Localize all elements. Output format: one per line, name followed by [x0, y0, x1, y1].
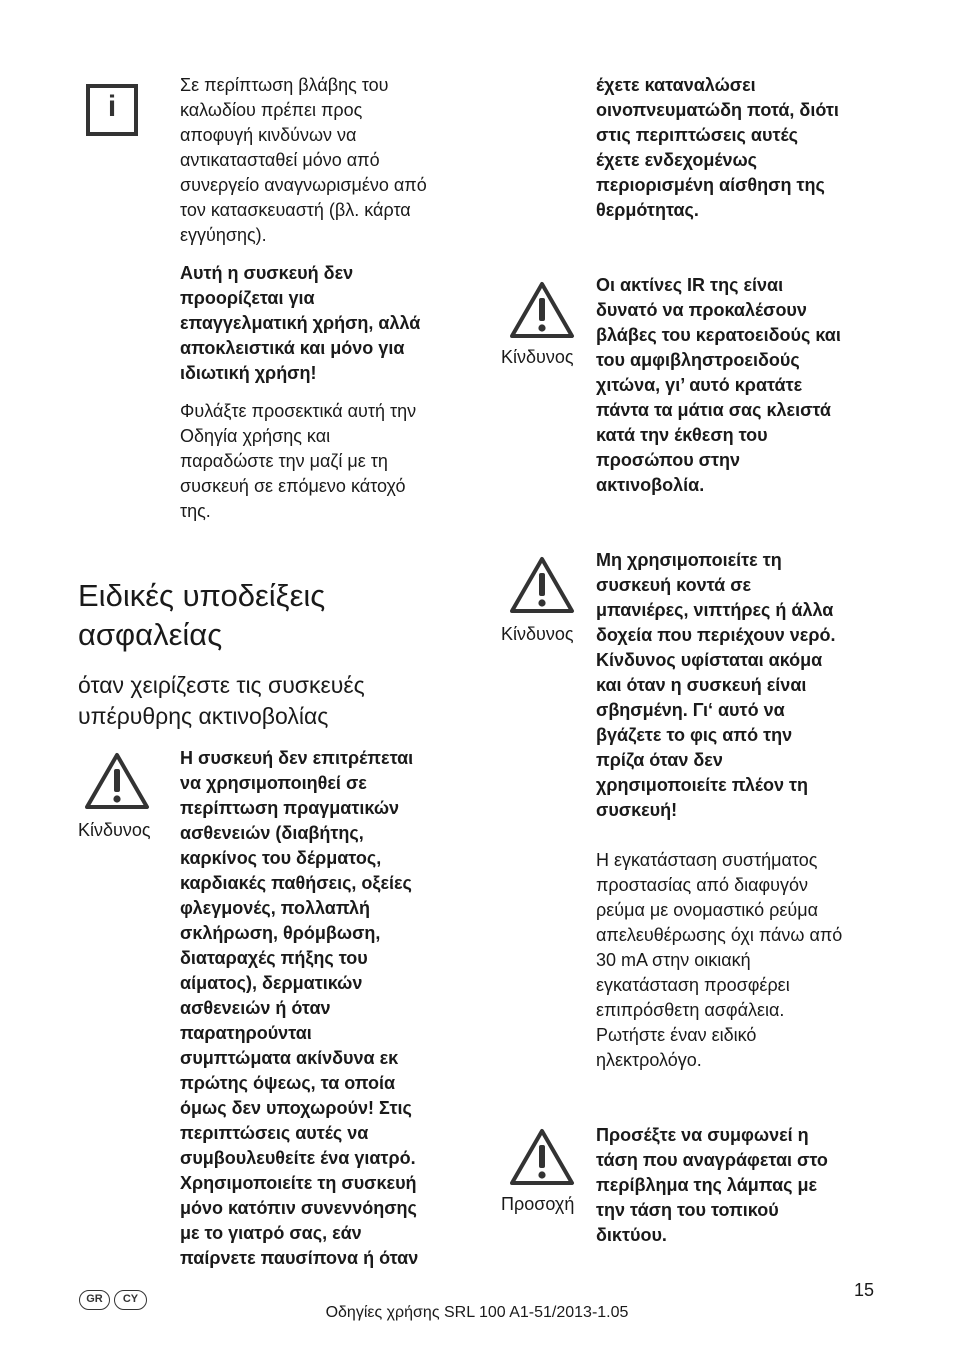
text-line: συμβουλευθείτε ένα γιατρό. [180, 1148, 416, 1168]
text-line: καρδιακές παθήσεις, οξείες [180, 873, 412, 893]
water-warning-paragraph [596, 548, 835, 823]
text-line: ιδιωτική χρήση! [180, 363, 317, 383]
info-icon: i [86, 84, 138, 136]
text-line: με το γιατρό σας, εάν [180, 1223, 362, 1243]
text-line: ακτινοβολία. [596, 475, 705, 495]
text-line: πάντα τα μάτια σας κλειστά [596, 400, 831, 420]
text-line: σκλήρωση, θρόμβωση, [180, 923, 381, 943]
text-line: χιτώνα, γι’ αυτό κρατάτε [596, 375, 803, 395]
text-line: χρησιμοποιείτε πλέον τη [596, 775, 808, 795]
text-line: εγκατάσταση προσφέρει [596, 975, 790, 995]
text-line: Η συσκευή δεν επιτρέπεται [180, 748, 414, 768]
text-line: να χρησιμοποιηθεί σε [180, 773, 367, 793]
text-line: και όταν η συσκευή είναι [596, 675, 807, 695]
text-line: Χρησιμοποιείτε τη συσκευή [180, 1173, 417, 1193]
text-line: μπανιέρες, νιπτήρες ή άλλα [596, 600, 834, 620]
text-line: τάση που αναγράφεται στο [596, 1150, 828, 1170]
text-line: όμως δεν υποχωρούν! Στις [180, 1098, 412, 1118]
text-line: δικτύου. [596, 1225, 667, 1245]
text-line: επιπρόσθετη ασφάλεια. [596, 1000, 785, 1020]
text-line: έχετε καταναλώσει [596, 75, 756, 95]
text-line: συσκευή! [596, 800, 678, 820]
text-line: προσώπου στην [596, 450, 741, 470]
country-badge-gr: GR [79, 1290, 110, 1310]
text-line: κατά την έκθεση του [596, 425, 768, 445]
text-line: περίπτωση πραγματικών [180, 798, 400, 818]
text-line: Οδηγία χρήσης και [180, 426, 331, 446]
danger-caption: Κίνδυνος [78, 820, 151, 840]
text-line: Σε περίπτωση βλάβης του [180, 75, 389, 95]
text-line: περιπτώσεις αυτές να [180, 1123, 369, 1143]
text-line: ασθενειών ή όταν [180, 998, 331, 1018]
text-line: θερμότητας. [596, 200, 699, 220]
text-line: Φυλάξτε προσεκτικά αυτή την [180, 401, 417, 421]
ir-eye-warning-paragraph [596, 273, 841, 498]
illness-warning-paragraph [180, 746, 418, 1271]
warning-triangle-icon [509, 1128, 575, 1186]
country-badge-cy: CY [114, 1290, 147, 1310]
text-line: παίρνετε παυσίπονα ή όταν [180, 1248, 419, 1268]
text-line: βλάβες του κερατοειδούς και [596, 325, 841, 345]
text-line: Μη χρησιμοποιείτε τη [596, 550, 782, 570]
text-line: Προσέξτε να συμφωνεί η [596, 1125, 809, 1145]
text-line: πρίζα όταν δεν [596, 750, 723, 770]
text-line: συσκευή κοντά σε [596, 575, 752, 595]
heading-line: Ειδικές υποδείξεις [78, 578, 326, 613]
text-line: προστασίας από διαφυγόν [596, 875, 809, 895]
text-line: αποκλειστικά και μόνο για [180, 338, 405, 358]
rcd-paragraph [596, 848, 842, 1073]
subheading-line: όταν χειρίζεστε τις συσκευές [78, 672, 365, 698]
private-use-paragraph [180, 261, 420, 386]
section-subheading [78, 670, 365, 732]
warning-triangle-icon [509, 281, 575, 339]
text-line: του αμφιβληστροειδούς [596, 350, 800, 370]
text-line: συσκευή σε επόμενο κάτοχό [180, 476, 406, 496]
text-line: Ρωτήστε έναν ειδικό [596, 1025, 757, 1045]
text-line: 30 mA στην οικιακή [596, 950, 751, 970]
text-line: συμπτώματα ακίνδυνα εκ [180, 1048, 399, 1068]
text-line: Οι ακτίνες IR της είναι [596, 275, 784, 295]
text-line: επαγγελματική χρήση, αλλά [180, 313, 421, 333]
text-line: εγγύησης). [180, 225, 267, 245]
text-line: καρκίνος του δέρματος, [180, 848, 382, 868]
text-line: δυνατό να προκαλέσουν [596, 300, 807, 320]
text-line: Κίνδυνος υφίσταται ακόμα [596, 650, 823, 670]
text-line: Αυτή η συσκευή δεν [180, 263, 354, 283]
danger-caption: Κίνδυνος [501, 624, 574, 644]
text-line: συνεργείο αναγνωρισμένο από [180, 175, 427, 195]
keep-instructions-paragraph [180, 399, 416, 524]
text-line: στις περιπτώσεις αυτές [596, 125, 798, 145]
text-line: φλεγμονές, πολλαπλή [180, 898, 370, 918]
text-line: έχετε ενδεχομένως [596, 150, 758, 170]
text-line: της. [180, 501, 211, 521]
text-line: παραδώστε την μαζί με τη [180, 451, 388, 471]
text-line: αίματος), δερματικών [180, 973, 363, 993]
text-line: καλωδίου πρέπει προς [180, 100, 363, 120]
danger-caption: Κίνδυνος [501, 347, 574, 367]
voltage-caution-paragraph [596, 1123, 828, 1248]
text-line: περιορισμένη αίσθηση της [596, 175, 825, 195]
text-line: ασθενειών (διαβήτης, [180, 823, 364, 843]
text-line: ηλεκτρολόγο. [596, 1050, 702, 1070]
text-line: τον κατασκευαστή (βλ. κάρτα [180, 200, 411, 220]
warning-triangle-icon [509, 556, 575, 614]
document-id: Οδηγίες χρήσης SRL 100 A1-51/2013-1.05 [325, 1304, 629, 1321]
text-line: οινοπνευματώδη ποτά, διότι [596, 100, 839, 120]
text-line: μόνο κατόπιν συνεννόησης [180, 1198, 417, 1218]
text-line: διαταραχές πήξης του [180, 948, 368, 968]
text-line: αποφυγή κινδύνων να [180, 125, 357, 145]
text-line: την τάση του τοπικού [596, 1200, 779, 1220]
text-line: πρώτης όψεως, τα οποία [180, 1073, 396, 1093]
text-line: αντικατασταθεί μόνο από [180, 150, 380, 170]
continued-paragraph [596, 73, 839, 223]
text-line: απελευθέρωσης όχι πάνω από [596, 925, 843, 945]
text-line: σβησμένη. Γι‘ αυτό να [596, 700, 785, 720]
page-number: 15 [854, 1280, 875, 1300]
text-line: Η εγκατάσταση συστήματος [596, 850, 818, 870]
warning-triangle-icon [84, 752, 150, 810]
caution-caption: Προσοχή [501, 1194, 575, 1214]
subheading-line: υπέρυθρης ακτινοβολίας [78, 703, 329, 729]
section-heading [78, 576, 325, 654]
text-line: δοχεία που περιέχουν νερό. [596, 625, 836, 645]
text-line: περίβλημα της λάμπας με [596, 1175, 818, 1195]
cable-damage-paragraph [180, 73, 427, 248]
text-line: βγάζετε το φις από την [596, 725, 793, 745]
text-line: προορίζεται για [180, 288, 315, 308]
heading-line: ασφαλείας [78, 617, 223, 652]
text-line: παρατηρούνται [180, 1023, 312, 1043]
text-line: ρεύμα με ονομαστικό ρεύμα [596, 900, 818, 920]
